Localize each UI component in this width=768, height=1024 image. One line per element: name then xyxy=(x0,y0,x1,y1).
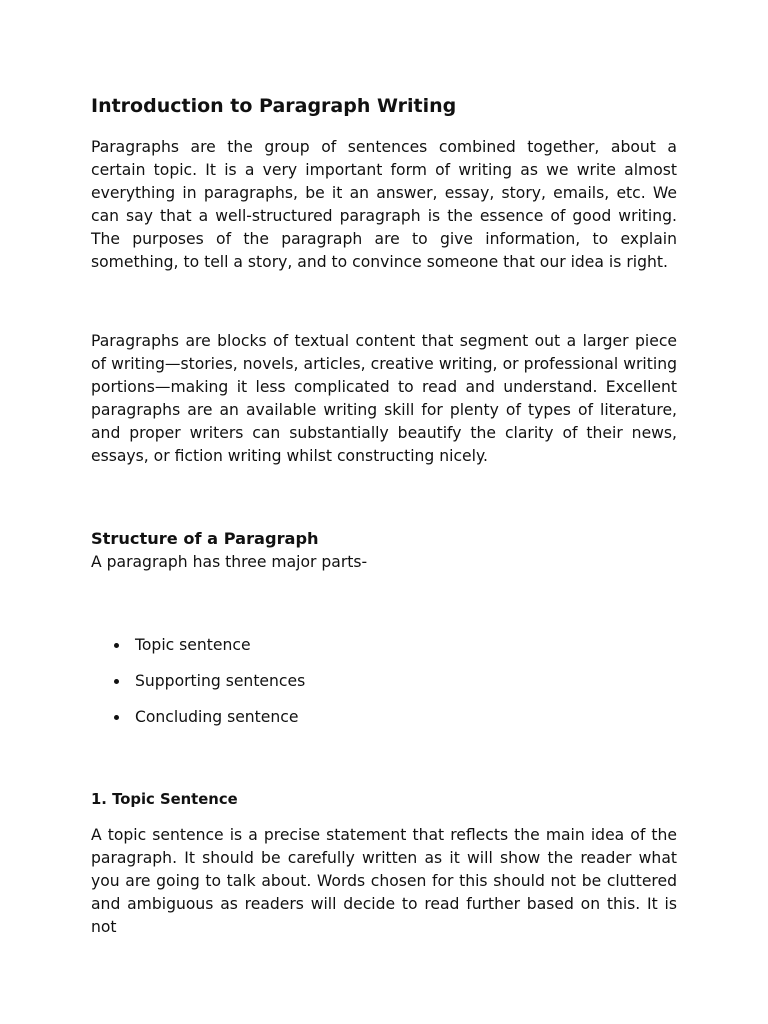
bullet-icon xyxy=(114,679,119,684)
bullet-icon xyxy=(114,715,119,720)
list-item-label: Supporting sentences xyxy=(135,672,306,690)
topic-sentence-heading: 1. Topic Sentence xyxy=(91,791,238,808)
intro-paragraph: Paragraphs are the group of sentences combined together, about a certain topic. It is a very important form of writing as we write almost everything in paragraphs, be it an answer, essay, story, emails, etc. We can say that a well-structured paragraph is the essence of good writing. The purposes of the paragraph are to give information, to explain something, to tell a story, and to convince someone that our idea is right. xyxy=(91,138,677,271)
topic-sentence-paragraph: A topic sentence is a precise statement that reflects the main idea of the paragraph. It should be carefully written as it will show the reader what you are going to talk about. Words chosen for this should not be cluttered and ambiguous as readers will decide to read further based on this. It is not xyxy=(91,826,677,936)
list-item-label: Concluding sentence xyxy=(135,708,299,726)
second-paragraph: Paragraphs are blocks of textual content that segment out a larger piece of writing—stories, novels, articles, creative writing, or professional writing portions—making it less complicated to read and understand. Excellent paragraphs are an available writing skill for plenty of types of literature, and proper writers can substantially beautify the clarity of their news, essays, or fiction writing whilst constructing nicely. xyxy=(91,332,677,465)
structure-heading: Structure of a Paragraph xyxy=(91,529,319,548)
structure-lead: A paragraph has three major parts- xyxy=(91,553,368,571)
document-title: Introduction to Paragraph Writing xyxy=(91,95,457,117)
bullet-icon xyxy=(114,643,119,648)
list-item-label: Topic sentence xyxy=(135,636,251,654)
